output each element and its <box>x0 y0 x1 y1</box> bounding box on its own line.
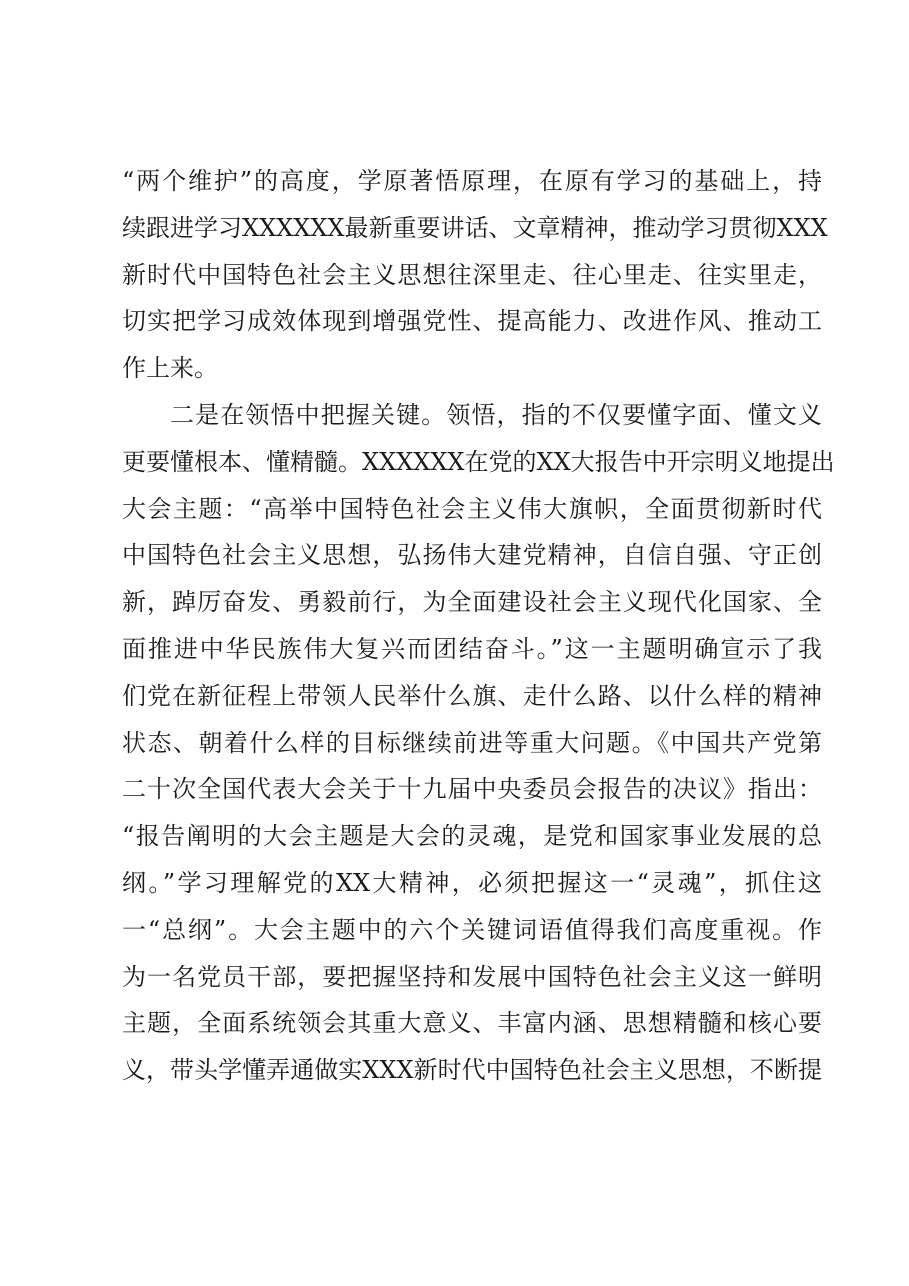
text-line: 新，踔厉奋发、勇毅前行，为全面建设社会主义现代化国家、全 <box>122 588 822 617</box>
text-line: 义，带头学懂弄通做实XXX新时代中国特色社会主义思想，不断提 <box>122 1056 822 1085</box>
text-line: “两个维护”的高度，学原著悟原理，在原有学习的基础上，持 <box>122 167 822 195</box>
text-line: 纲。”学习理解党的XX大精神，必须把握这一“灵魂”，抓住这 <box>122 868 822 897</box>
text-line: 主题，全面系统领会其重大意义、丰富内涵、思想精髓和核心要 <box>122 1009 822 1038</box>
text-line: 中国特色社会主义思想，弘扬伟大建党精神，自信自强、守正创 <box>122 541 822 570</box>
text-line: 续跟进学习XXXXXX最新重要讲话、文章精神，推动学习贯彻XXX <box>122 213 828 242</box>
paragraph-start-line: 二是在领悟中把握关键。领悟，指的不仅要懂字面、懂文义 <box>170 400 822 429</box>
text-line: 们党在新征程上带领人民举什么旗、走什么路、以什么样的精神 <box>122 681 822 710</box>
text-line: 更要懂根本、懂精髓。XXXXXX在党的XX大报告中开宗明义地提出 <box>122 447 835 476</box>
text-line: 作上来。 <box>122 354 218 383</box>
text-line: 二十次全国代表大会关于十九届中央委员会报告的决议》指出： <box>122 775 822 804</box>
text-line: 状态、朝着什么样的目标继续前进等重大问题。《中国共产党第 <box>122 728 822 757</box>
body-text <box>122 158 835 1094</box>
text-line: 新时代中国特色社会主义思想往深里走、往心里走、往实里走， <box>122 260 822 289</box>
text-line: 一“总纲”。大会主题中的六个关键词语值得我们高度重视。作 <box>122 915 822 944</box>
text-line: 切实把学习成效体现到增强党性、提高能力、改进作风、推动工 <box>122 307 822 336</box>
text-line: 面推进中华民族伟大复兴而团结奋斗。”这一主题明确宣示了我 <box>122 634 822 663</box>
text-line: “报告阐明的大会主题是大会的灵魂，是党和国家事业发展的总 <box>122 822 822 851</box>
text-line: 为一名党员干部，要把握坚持和发展中国特色社会主义这一鲜明 <box>122 962 822 991</box>
text-line: 大会主题：“高举中国特色社会主义伟大旗帜，全面贯彻新时代 <box>122 494 822 523</box>
